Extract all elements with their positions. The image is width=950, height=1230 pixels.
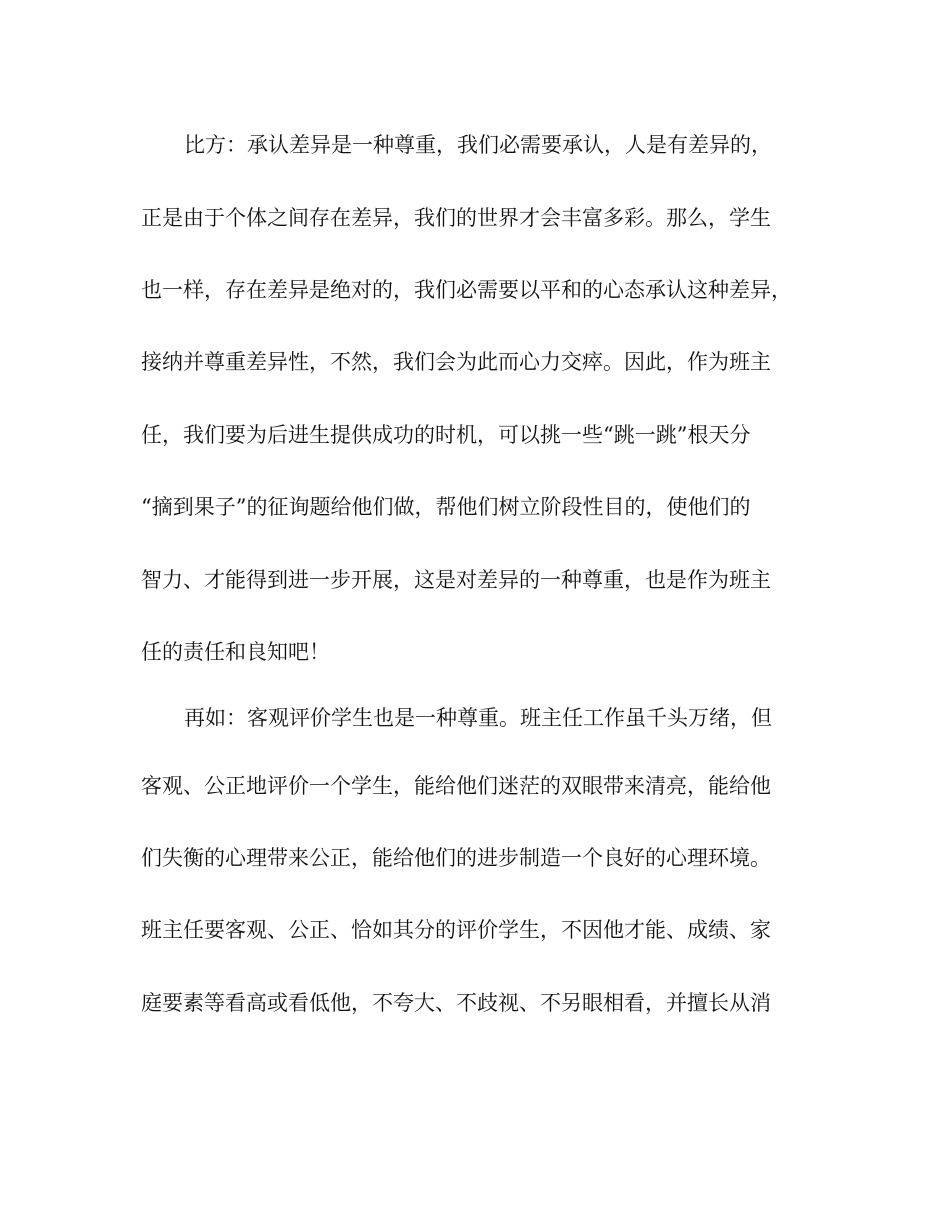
- paragraph-2-line-1: 再如：客观评价学生也是一种尊重。班主任工作虽千头万绪，但: [184, 706, 772, 730]
- paragraph-2-line-4: 班主任要客观、公正、恰如其分的评价学生，不因他才能、成绩、家: [141, 918, 771, 942]
- paragraph-2-line-3: 们失衡的心理带来公正，能给他们的进步制造一个良好的心理环境。: [141, 846, 771, 870]
- paragraph-1-line-7: 智力、才能得到进一步开展，这是对差异的一种尊重，也是作为班主: [141, 568, 771, 592]
- paragraph-1-line-8: 任的责任和良知吧！: [141, 640, 330, 664]
- paragraph-1-line-6: “摘到果子”的征询题给他们做，帮他们树立阶段性目的，使他们的: [141, 495, 751, 519]
- paragraph-2-line-2: 客观、公正地评价一个学生，能给他们迷茫的双眼带来清亮，能给他: [141, 774, 771, 798]
- paragraph-1-line-3: 也一样，存在差异是绝对的，我们必需要以平和的心态承认这种差异，: [141, 278, 792, 302]
- paragraph-1-line-1: 比方：承认差异是一种尊重，我们必需要承认，人是有差异的，: [184, 133, 772, 157]
- paragraph-2-line-5: 庭要素等看高或看低他，不夸大、不歧视、不另眼相看，并擅长从消: [141, 991, 771, 1015]
- paragraph-1-line-4: 接纳并尊重差异性，不然，我们会为此而心力交瘁。因此，作为班主: [141, 350, 771, 374]
- paragraph-1-line-2: 正是由于个体之间存在差异，我们的世界才会丰富多彩。那么，学生: [141, 206, 771, 230]
- paragraph-1-line-5: 任，我们要为后进生提供成功的时机，可以挑一些“跳一跳”根天分: [141, 423, 751, 447]
